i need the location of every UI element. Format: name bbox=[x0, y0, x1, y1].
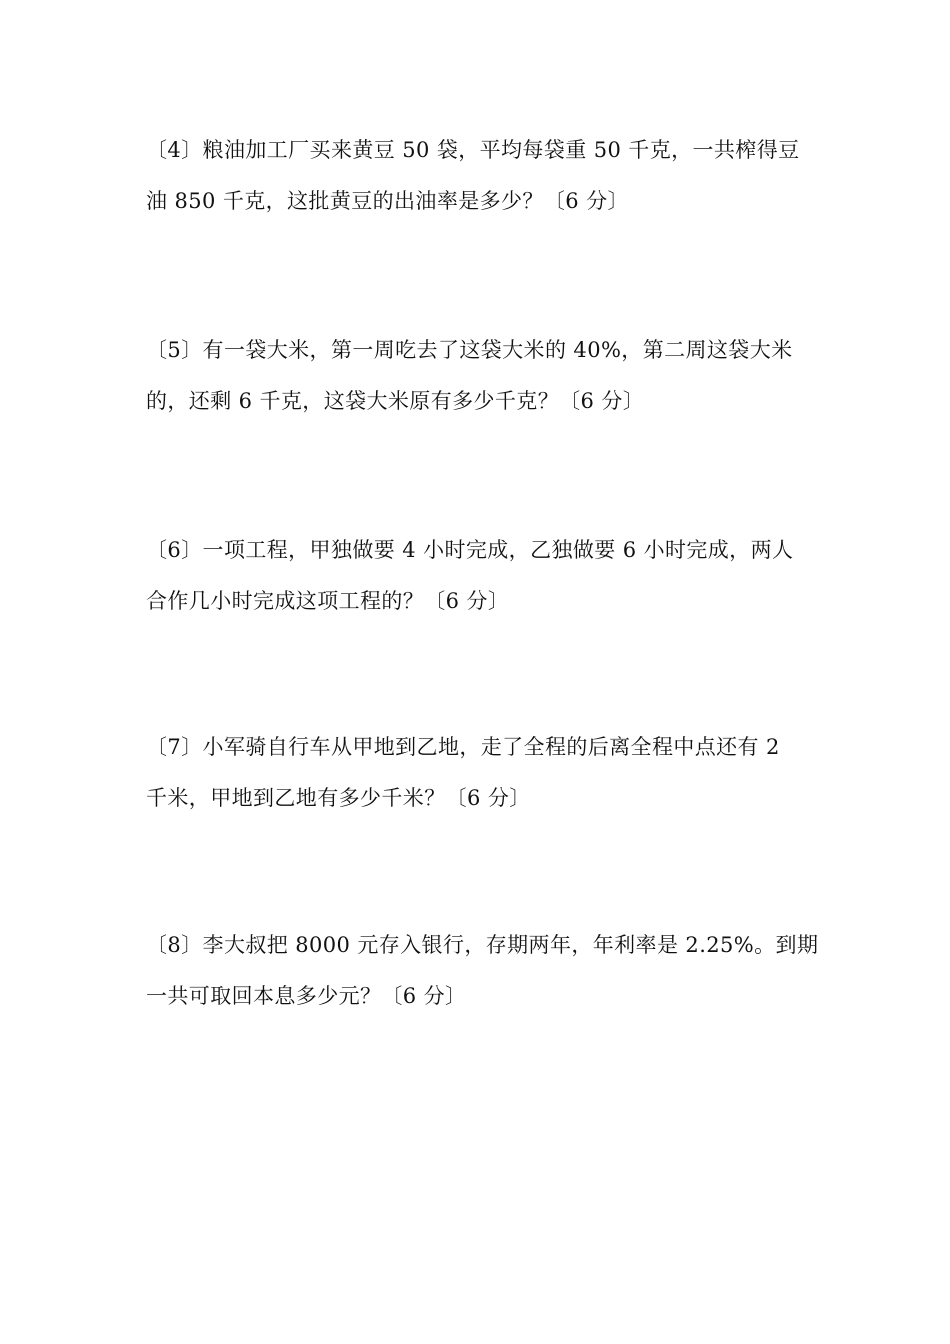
problem-5-line-2: 的，还剩 6 千克，这袋大米原有多少千克？〔6 分〕 bbox=[146, 389, 645, 413]
problem-8-line-2: 一共可取回本息多少元？〔6 分〕 bbox=[146, 984, 467, 1008]
problem-4-line-2: 油 850 千克，这批黄豆的出油率是多少？〔6 分〕 bbox=[146, 189, 629, 213]
problem-8 bbox=[146, 933, 819, 1008]
problem-7-line-1: 〔7〕小军骑自行车从甲地到乙地，走了全程的后离全程中点还有 2 bbox=[146, 735, 780, 759]
problem-5 bbox=[146, 340, 816, 412]
problem-4 bbox=[146, 140, 816, 212]
problem-4-line-1: 〔4〕粮油加工厂买来黄豆 50 袋，平均每袋重 50 千克，一共榨得豆 bbox=[146, 138, 800, 162]
problem-6-line-1: 〔6〕一项工程，甲独做要 4 小时完成，乙独做要 6 小时完成，两人 bbox=[146, 538, 794, 562]
problem-6-line-2: 合作几小时完成这项工程的？〔6 分〕 bbox=[146, 589, 510, 613]
problem-6 bbox=[146, 540, 816, 612]
problem-7 bbox=[146, 737, 816, 809]
problem-8-line-1: 〔8〕李大叔把 8000 元存入银行，存期两年，年利率是 2.25%。到期 bbox=[146, 933, 819, 957]
problem-7-line-2: 千米，甲地到乙地有多少千米？〔6 分〕 bbox=[146, 786, 531, 810]
problem-5-line-1: 〔5〕有一袋大米，第一周吃去了这袋大米的 40%，第二周这袋大米 bbox=[146, 338, 793, 362]
